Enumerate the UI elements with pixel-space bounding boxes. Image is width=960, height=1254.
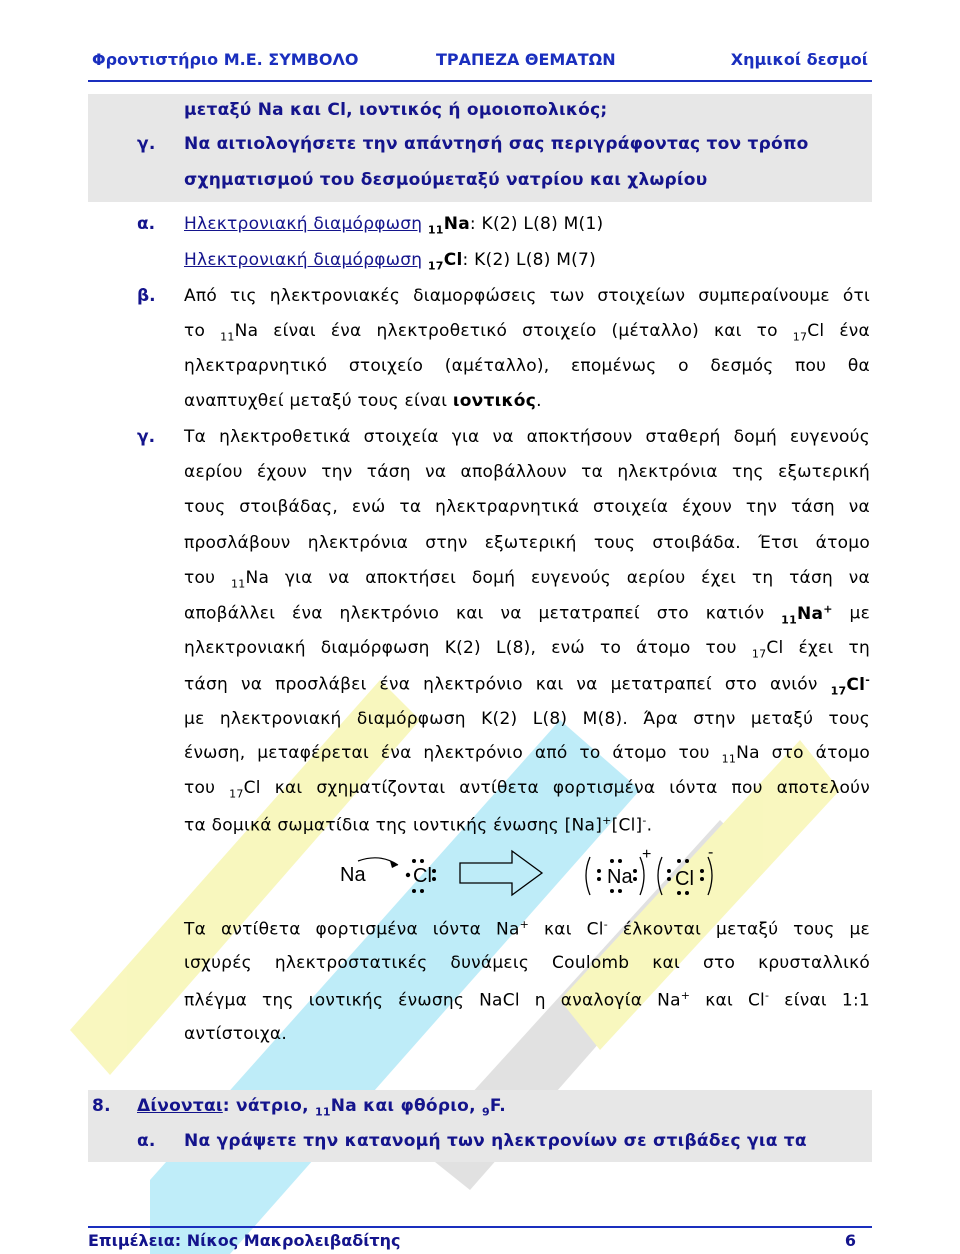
answer-g-line-8: τάση να προσλάβει ένα ηλεκτρόνιο και να μετατραπεί στο ανιόν $_{17}$Cl- — [184, 673, 871, 698]
answer-g-line-7: ηλεκτρονιακή διαμόρφωση K(2) L(8), ενώ το άτομο του $_{17}$Cl έχει τη — [184, 638, 870, 661]
after-line-1: Τα αντίθετα φορτισμένα ιόντα Na+ και Cl- έλκονται μεταξύ τους με — [184, 918, 871, 940]
after-line-4: αντίστοιχα. — [184, 1024, 288, 1044]
answer-a-cl-line: Ηλεκτρονιακή διαμόρφωση $_{17}$Cl: K(2) L(8) M(7) — [184, 250, 596, 273]
answer-b-line-2: το $_{11}$Na είναι ένα ηλεκτροθετικό στοιχείο (μέταλλο) και το $_{17}$Cl ένα — [184, 321, 870, 344]
answer-g-line-12: τα δομικά σωματίδια της ιοντικής ένωσης [Na]+[Cl]-. — [184, 814, 653, 836]
header-left: Φροντιστήριο Μ.Ε. ΣΥΜΒΟΛΟ — [92, 50, 359, 69]
diagram-left-cl: Cl — [413, 865, 432, 887]
diagram-minus: - — [708, 845, 714, 861]
answer-g-line-11: του $_{17}$Cl και σχηματίζονται αντίθετα φορτισμένα ιόντα που αποτελούν — [184, 778, 870, 801]
answer-a-na-line: Ηλεκτρονιακή διαμόρφωση $_{11}$Na: K(2) L(8) M(1) — [184, 214, 604, 237]
question-line-2: Να αιτιολογήσετε την απάντησή σας περιγράφοντας τον τρόπο — [184, 134, 809, 154]
answer-b-line-3: ηλεκτραρνητικό στοιχείο (αμέταλλο), επομένως ο δεσμός που θα — [184, 356, 870, 376]
answer-b-label: β. — [137, 286, 156, 306]
question-line-1: μεταξύ Na και Cl, ιοντικός ή ομοιοπολικός; — [184, 100, 608, 120]
q8-alpha-text: Να γράψετε την κατανομή των ηλεκτρονίων σε στιβάδες για τα — [184, 1131, 807, 1151]
after-line-3: πλέγμα της ιοντικής ένωσης NaCl η αναλογία Na+ και Cl- είναι 1:1 — [184, 989, 870, 1011]
lewis-diagram — [320, 845, 740, 910]
question-gamma-label: γ. — [137, 134, 156, 154]
header-rule — [88, 80, 872, 82]
reaction-arrow — [460, 851, 542, 895]
answer-b-line-4: αναπτυχθεί μεταξύ τους είναι ιοντικός. — [184, 391, 542, 411]
diagram-right-cl: Cl — [675, 868, 694, 890]
q8-title: Δίνονται: νάτριο, $_{11}$Na και φθόριο, $_9$F. — [137, 1096, 506, 1119]
answer-g-line-1: Τα ηλεκτροθετικά στοιχεία για να αποκτήσουν σταθερή δομή ευγενούς — [184, 427, 870, 447]
q8-alpha-label: α. — [137, 1131, 156, 1151]
after-line-2: ισχυρές ηλεκτροστατικές δυνάμεις Coulomb και στο κρυσταλλικό — [184, 953, 870, 973]
answer-a-label: α. — [137, 214, 156, 234]
page-header — [0, 46, 960, 76]
answer-b-line-1: Από τις ηλεκτρονιακές διαμορφώσεις των στοιχείων συμπεραίνουμε ότι — [184, 286, 870, 306]
answer-g-line-4: προσλάβουν ηλεκτρόνια στην εξωτερική τους στοιβάδα. Έτσι άτομο — [184, 533, 870, 553]
header-center: ΤΡΑΠΕΖΑ ΘΕΜΑΤΩΝ — [436, 50, 616, 69]
footer-rule — [88, 1226, 872, 1228]
q8-number: 8. — [92, 1096, 111, 1116]
answer-g-line-9: με ηλεκτρονιακή διαμόρφωση K(2) L(8) M(8). Άρα στην μεταξύ τους — [184, 709, 870, 729]
footer-page-number: 6 — [844, 1231, 856, 1250]
answer-g-line-5: του $_{11}$Na για να αποκτήσει δομή ευγενούς αερίου έχει τη τάση να — [184, 568, 871, 591]
header-right: Χημικοί δεσμοί — [730, 50, 868, 69]
diagram-right-na: Na — [607, 866, 633, 888]
footer-author: Επιμέλεια: Νίκος Μακρολειβαδίτης — [88, 1231, 401, 1250]
answer-g-label: γ. — [137, 427, 156, 447]
diagram-left-na: Na — [340, 864, 366, 886]
answer-g-line-6: αποβάλλει ένα ηλεκτρόνιο και να μετατραπεί στο κατιόν $_{11}$Na+ με — [184, 602, 871, 627]
answer-g-line-10: ένωση, μεταφέρεται ένα ηλεκτρόνιο από το άτομο του $_{11}$Na στο άτομο — [184, 743, 870, 766]
answer-g-line-3: τους στοιβάδας, ενώ τα ηλεκτραρνητικά στοιχεία έχουν την τάση να — [184, 497, 870, 517]
diagram-plus: + — [642, 846, 652, 863]
answer-g-line-2: αερίου έχουν την τάση να αποβάλλουν τα ηλεκτρόνια της εξωτερική — [184, 462, 870, 482]
question-line-3: σχηματισμού του δεσμούμεταξύ νατρίου και χλωρίου — [184, 170, 708, 190]
